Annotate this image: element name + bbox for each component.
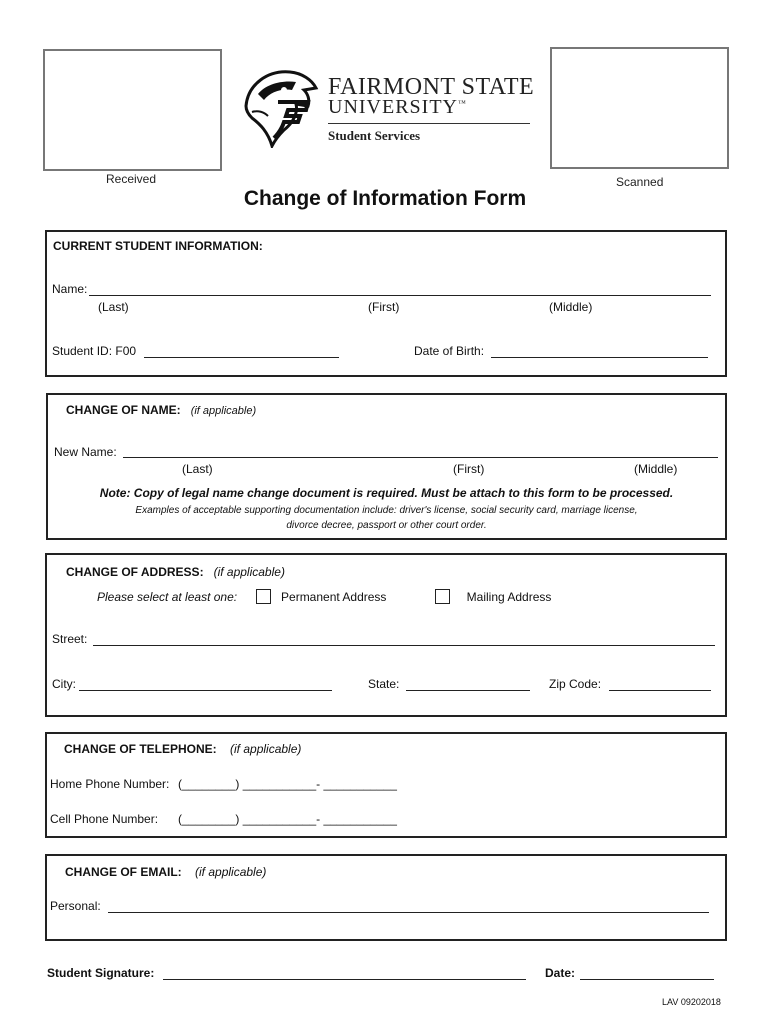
email-change-section (45, 854, 727, 941)
name-change-heading: CHANGE OF NAME: (if applicable) (66, 403, 257, 417)
name-field[interactable] (89, 295, 711, 296)
address-change-section (45, 553, 727, 717)
personal-email-field[interactable] (108, 912, 709, 913)
address-change-heading: CHANGE OF ADDRESS: (if applicable) (66, 565, 285, 579)
cell-phone-field[interactable]: (________) ___________- ___________ (178, 812, 397, 826)
new-last-caption: (Last) (182, 462, 213, 476)
dob-label: Date of Birth: (414, 344, 485, 358)
new-name-label: New Name: (54, 445, 117, 459)
first-caption: (First) (368, 300, 400, 314)
state-field[interactable] (406, 690, 530, 691)
telephone-change-section (45, 732, 727, 838)
examples-line-1: Examples of acceptable supporting documentation include: driver's license, social security card, marriage license, (135, 505, 638, 516)
received-stamp-box (43, 49, 222, 171)
scanned-stamp-box (550, 47, 729, 169)
email-change-heading: CHANGE OF EMAIL: (if applicable) (65, 865, 267, 879)
examples-line-2: divorce decree, passport or other court order. (286, 520, 487, 531)
mailing-address-checkbox[interactable] (435, 589, 450, 604)
name-change-section (46, 393, 727, 540)
received-label: Received (106, 172, 157, 186)
cell-phone-label: Cell Phone Number: (50, 812, 159, 826)
current-info-section (45, 230, 727, 377)
date-label: Date: (545, 966, 576, 980)
city-field[interactable] (79, 690, 332, 691)
zip-label: Zip Code: (549, 677, 602, 691)
home-phone-field[interactable]: (________) ___________- ___________ (178, 777, 397, 791)
state-label: State: (368, 677, 400, 691)
brand-divider (328, 123, 530, 124)
student-id-label: Student ID: F00 (52, 344, 137, 358)
student-id-field[interactable] (144, 357, 339, 358)
date-field[interactable] (580, 979, 714, 980)
home-phone-label: Home Phone Number: (50, 777, 170, 791)
middle-caption: (Middle) (549, 300, 593, 314)
name-label: Name: (52, 282, 88, 296)
signature-label: Student Signature: (47, 966, 155, 980)
dob-field[interactable] (491, 357, 708, 358)
city-label: City: (52, 677, 76, 691)
street-label: Street: (52, 632, 88, 646)
personal-email-label: Personal: (50, 899, 101, 913)
current-info-heading: CURRENT STUDENT INFORMATION: (53, 239, 263, 253)
brand-line-1: FAIRMONT STATE (328, 74, 535, 100)
scanned-label: Scanned (616, 175, 664, 189)
brand-line-2: UNIVERSITY™ (328, 96, 467, 118)
page-title: Change of Information Form (243, 187, 527, 210)
name-change-note: Note: Copy of legal name change document is required. Must be attach to this form to be processed. (99, 486, 674, 500)
university-logo (238, 66, 538, 150)
brand-line-3: Student Services (328, 128, 421, 143)
signature-field[interactable] (163, 979, 526, 980)
street-field[interactable] (93, 645, 715, 646)
new-middle-caption: (Middle) (634, 462, 678, 476)
last-caption: (Last) (98, 300, 129, 314)
telephone-change-heading: CHANGE OF TELEPHONE: (if applicable) (64, 742, 302, 756)
mailing-address-option[interactable]: Mailing Address (435, 589, 551, 604)
form-code: LAV 09202018 (662, 997, 721, 1007)
permanent-address-option[interactable]: Permanent Address (256, 589, 386, 604)
permanent-address-checkbox[interactable] (256, 589, 271, 604)
select-prompt: Please select at least one: (97, 590, 238, 604)
falcon-logo-icon (238, 66, 322, 148)
zip-field[interactable] (609, 690, 711, 691)
new-first-caption: (First) (453, 462, 485, 476)
new-name-field[interactable] (123, 457, 718, 458)
